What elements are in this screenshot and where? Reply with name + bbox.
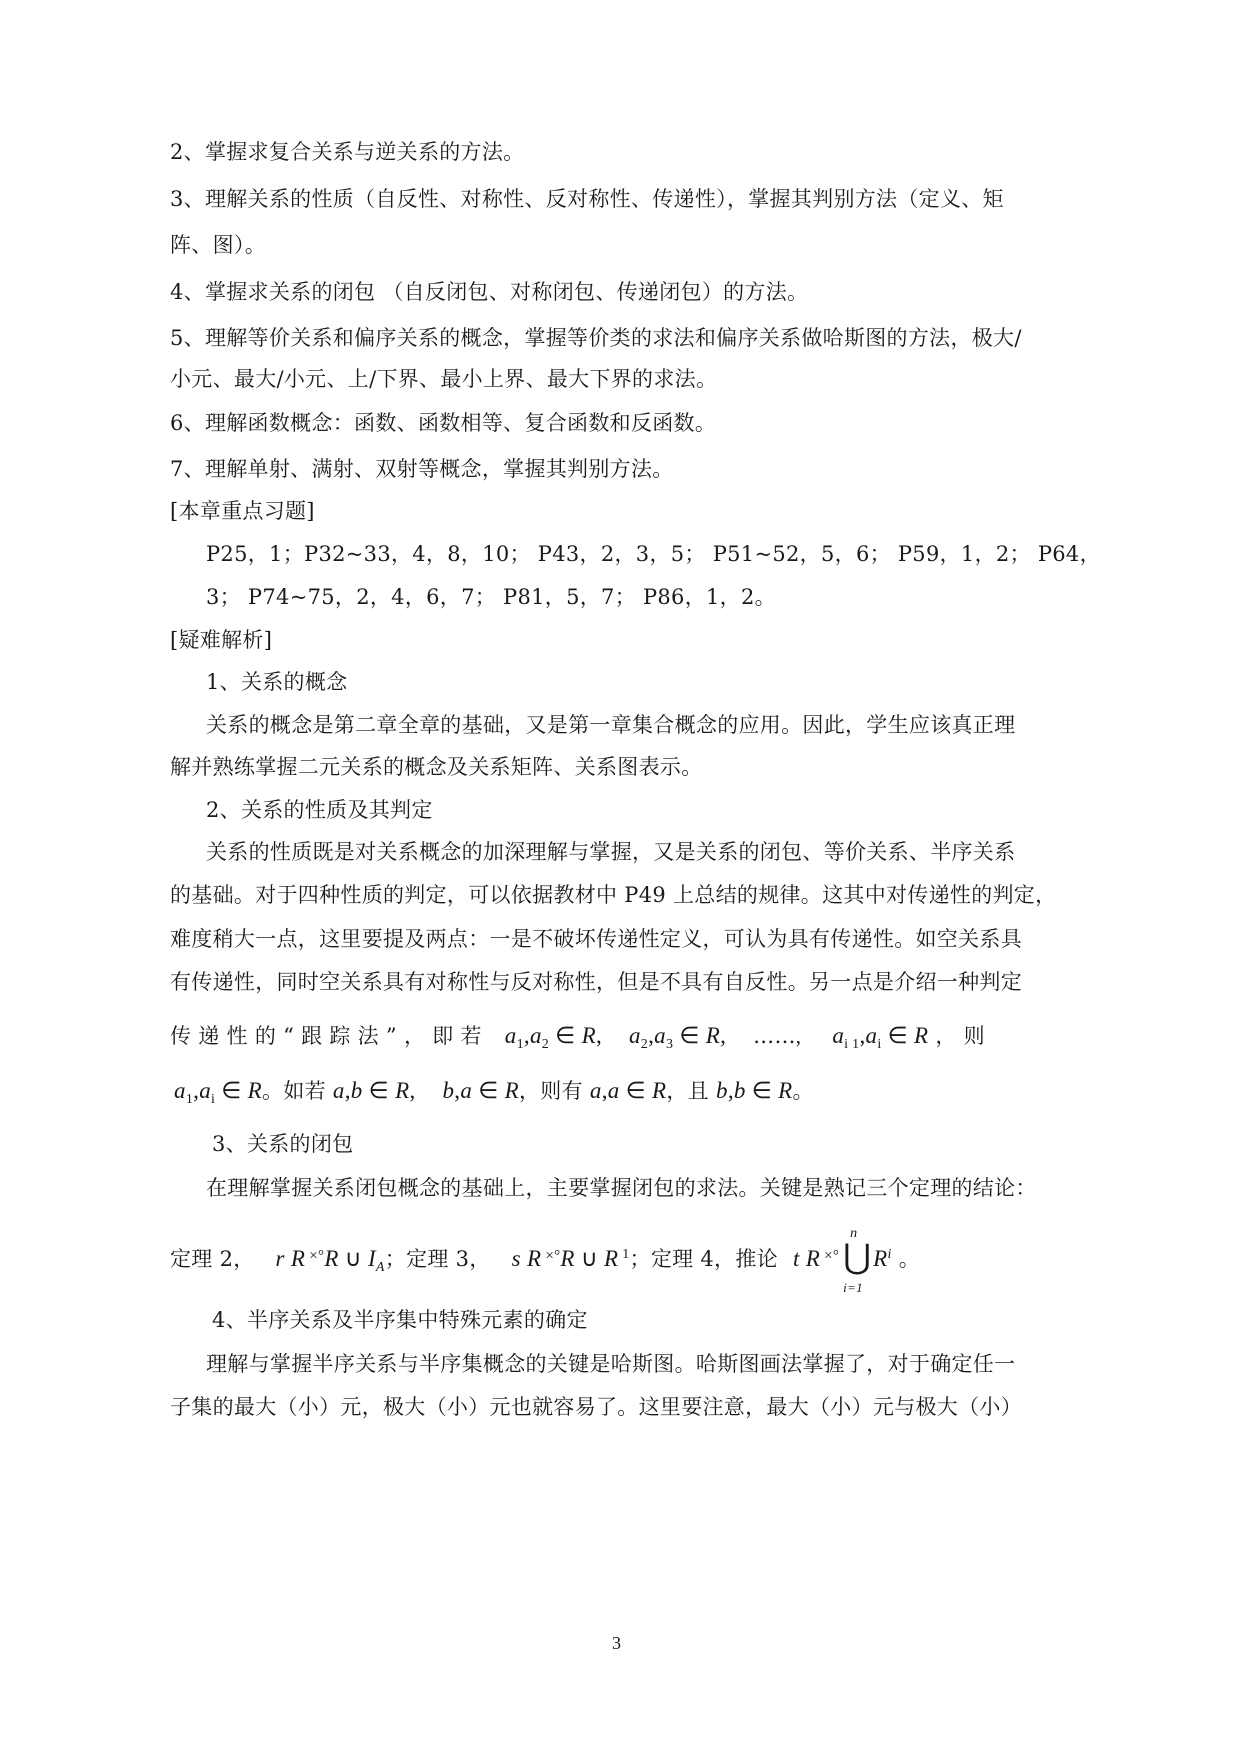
paragraph-2-line-1: 关系的性质既是对关系概念的加深理解与掌握，又是关系的闭包、等价关系、半序关系 xyxy=(206,840,1016,864)
subheading-relation-concept: 1、关系的概念 xyxy=(206,670,348,694)
formula-aa: a,a ∈ R xyxy=(589,1078,667,1103)
formula-a2-a3: $a_2,a_3$ ∈ R, xyxy=(628,1023,727,1052)
section-heading-exercises: [本章重点习题] xyxy=(170,499,315,523)
paragraph-2-formula-line-2: $a_1,a_i$ ∈ R。如若 a,b ∈ R, b,a ∈ R，则有 a,a ∈ R，且 b,b ∈ R。 xyxy=(174,1078,814,1107)
theorem-2-label: 定理 2， xyxy=(170,1247,255,1271)
subheading-poset: 4、半序关系及半序集中特殊元素的确定 xyxy=(212,1308,588,1332)
paragraph-2-line-2: 的基础。对于四种性质的判定，可以依据教材中 P49 上总结的规律。这其中对传递性的判定， xyxy=(170,883,1057,907)
big-union-symbol: n ⋃ i=1 xyxy=(843,1226,872,1295)
paragraph-1-line-2: 解并熟练掌握二元关系的概念及关系矩阵、关系图表示。 xyxy=(170,755,703,779)
subheading-relation-properties: 2、关系的性质及其判定 xyxy=(206,798,433,822)
paragraph-2-line-4: 有传递性，同时空关系具有对称性与反对称性，但是不具有自反性。另一点是介绍一种判定 xyxy=(170,970,1022,994)
formula-a1-a2: $a_1,a_2$ ∈ R, xyxy=(504,1023,602,1052)
paragraph-1-line-1: 关系的概念是第二章全章的基础，又是第一章集合概念的应用。因此，学生应该真正理 xyxy=(206,713,1016,737)
goal-item-2: 2、掌握求复合关系与逆关系的方法。 xyxy=(170,140,525,164)
subheading-closure: 3、关系的闭包 xyxy=(212,1132,354,1156)
paragraph-2-formula-line-1: 传 递 性 的 “ 跟 踪 法 ” ， 即 若 $a_1,a_2$ ∈ R, $a_2,a_3$ ∈ R, ……, $a_{i 1},a_i$ ∈ R ， 则 xyxy=(170,1023,985,1052)
paragraph-4-line-1: 理解与掌握半序关系与半序集概念的关键是哈斯图。哈斯图画法掌握了，对于确定任一 xyxy=(206,1352,1016,1376)
goal-item-3: 3、理解关系的性质（自反性、对称性、反对称性、传递性），掌握其判别方法（定义、矩 xyxy=(170,187,1004,211)
goal-item-4: 4、掌握求关系的闭包 （自反闭包、对称闭包、传递闭包）的方法。 xyxy=(170,280,809,304)
goal-item-7: 7、理解单射、满射、双射等概念，掌握其判别方法。 xyxy=(170,457,674,481)
paragraph-4-line-2: 子集的最大（小）元，极大（小）元也就容易了。这里要注意，最大（小）元与极大（小） xyxy=(170,1395,1022,1419)
theorem-4-formula: t R ×° n ⋃ i=1 $R^i$ xyxy=(792,1226,892,1295)
goal-item-3-cont: 阵、图）。 xyxy=(170,233,266,257)
formula-ab: a,b ∈ R, xyxy=(332,1078,416,1103)
formula-ba: b,a ∈ R xyxy=(442,1078,519,1103)
formula-lead-text: 传 递 性 的 “ 跟 踪 法 ” ， 即 若 xyxy=(170,1024,482,1048)
paragraph-2-line-3: 难度稍大一点，这里要提及两点：一是不破坏传递性定义，可认为具有传递性。如空关系具 xyxy=(170,927,1022,951)
formula-bb: b,b ∈ R xyxy=(716,1078,793,1103)
goal-item-5: 5、理解等价关系和偏序关系的概念，掌握等价类的求法和偏序关系做哈斯图的方法，极大/ xyxy=(170,326,1022,350)
formula-ai-1-ai: $a_{i 1},a_i$ ∈ R xyxy=(832,1023,929,1052)
formula-ellipsis: …… xyxy=(753,1024,796,1048)
formula-a1-ai: $a_1,a_i$ ∈ R xyxy=(174,1078,263,1107)
section-heading-analysis: [疑难解析] xyxy=(170,628,273,652)
exercise-list: P25，1；P32~33，4，8，10； P43，2，3，5； P51~52，5，6； P59，1，2； P64， xyxy=(206,542,1101,566)
paragraph-3-line-1: 在理解掌握关系闭包概念的基础上，主要掌握闭包的求法。关键是熟记三个定理的结论： xyxy=(206,1176,1037,1200)
theorem-2-formula: r R ×°R ∪ $I_A$ xyxy=(275,1246,385,1275)
goal-item-5-cont: 小元、最大/小元、上/下界、最小上界、最大下界的求法。 xyxy=(170,367,718,391)
theorem-3-formula: s R ×°R ∪ R $^1$ xyxy=(511,1246,630,1271)
goal-item-6: 6、理解函数概念：函数、函数相等、复合函数和反函数。 xyxy=(170,411,717,435)
closure-theorems-line: 定理 2， r R ×°R ∪ $I_A$；定理 3， s R ×°R ∪ R $^1$；定理 4，推论 t R ×° n ⋃ i=1 $R^i$ 。 xyxy=(170,1226,921,1295)
page-number: 3 xyxy=(612,1633,621,1653)
formula-tail-text: ， 则 xyxy=(935,1024,985,1048)
exercise-list-cont: 3； P74~75，2，4，6，7； P81，5，7； P86，1，2。 xyxy=(206,585,776,609)
